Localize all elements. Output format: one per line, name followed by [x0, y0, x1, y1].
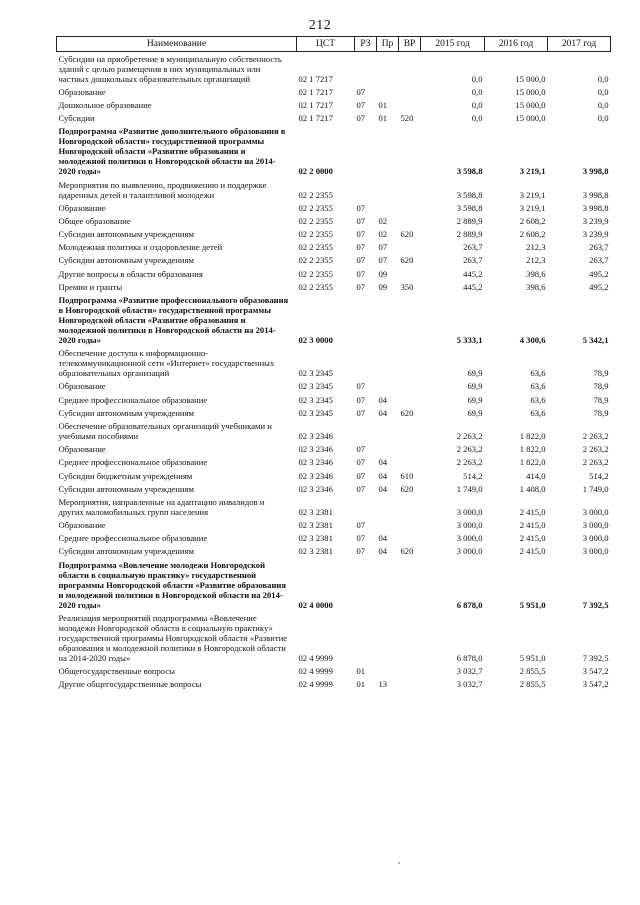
cell-vr: [399, 267, 421, 280]
cell-name: Мероприятия по выявлению, продвижению и поддержке одаренных детей и талантливой молодежи: [58, 179, 267, 200]
cell-pr: [377, 664, 399, 677]
cell-name: Субсидии автономным учреждениям: [58, 229, 194, 240]
cell-2017: 7 392,5: [582, 599, 609, 610]
table-row: [57, 456, 611, 469]
cell-vr: [399, 85, 421, 98]
cell-rz: 07: [356, 268, 366, 279]
cell-2017: 3 000,0: [582, 546, 609, 557]
budget-table: [56, 36, 611, 691]
table-row: [57, 611, 611, 664]
cell-2017: 3 998,8: [582, 202, 609, 213]
cell-2016: 63,6: [530, 381, 546, 392]
cell-pr: 01: [378, 99, 388, 110]
cell-pr: 04: [378, 533, 388, 544]
cell-2016: 2 415,0: [519, 506, 546, 517]
cell-name: Образование: [58, 381, 106, 392]
cell-name: Реализация мероприятий подпрограммы «Вовлечение молодежи Новгородской области в социальную практику» государственной программы Новгородской области «Развитие образования и молодежной политики в Новгородской области на 2014-2020 годы»: [58, 612, 287, 663]
cell-rz: 07: [356, 99, 366, 110]
cell-cst: 02 3 2346: [298, 470, 333, 481]
cell-vr: [399, 178, 421, 201]
cell-cst: 02 1 7217: [298, 113, 333, 124]
cell-name: Молодежная политика и оздоровление детей: [58, 242, 223, 253]
cell-vr: [399, 664, 421, 677]
cell-2017: 3 998,8: [582, 189, 609, 200]
cell-name: Субсидии автономным учреждениям: [58, 407, 194, 418]
cell-cst: 02 4 9999: [298, 652, 333, 663]
table-row: [57, 125, 611, 178]
cell-name: Дошкольное образование: [58, 99, 152, 110]
cell-vr: 620: [400, 546, 414, 557]
cell-cst: 02 2 0000: [298, 166, 333, 177]
cell-cst: 02 3 2346: [298, 444, 333, 455]
cell-pr: 07: [378, 255, 388, 266]
cell-vr: [399, 678, 421, 691]
cell-2015: 69,9: [467, 368, 483, 379]
table-row: [57, 52, 611, 86]
table-row: [57, 380, 611, 393]
cell-2016: 3 219,1: [519, 166, 546, 177]
cell-cst: 02 2 2355: [298, 242, 333, 253]
cell-rz: 07: [356, 457, 366, 468]
cell-vr: [399, 495, 421, 518]
cell-cst: 02 1 7217: [298, 73, 333, 84]
cell-2016: 398,6: [526, 281, 546, 292]
table-row: [57, 98, 611, 111]
cell-pr: [377, 125, 399, 178]
table-row: [57, 201, 611, 214]
cell-2016: 1 822,0: [519, 457, 546, 468]
cell-rz: [355, 52, 377, 86]
table-row: [57, 558, 611, 611]
page-number: 212: [308, 18, 332, 33]
cell-2015: 3 598,8: [456, 166, 483, 177]
cell-cst: 02 3 2345: [298, 407, 333, 418]
cell-2016: 414,0: [526, 470, 546, 481]
cell-name: Образование: [58, 444, 106, 455]
cell-2016: 2 415,0: [519, 546, 546, 557]
cell-rz: [355, 178, 377, 201]
cell-pr: [377, 558, 399, 611]
cell-vr: 350: [400, 281, 414, 292]
cell-rz: [355, 558, 377, 611]
cell-pr: [377, 443, 399, 456]
cell-name: Среднее профессиональное образование: [58, 394, 208, 405]
cell-cst: 02 1 7217: [298, 86, 333, 97]
cell-2016: 2 855,5: [519, 679, 546, 690]
cell-cst: 02 3 2381: [298, 546, 333, 557]
cell-name: Субсидии автономным учреждениям: [58, 546, 194, 557]
cell-pr: 04: [378, 457, 388, 468]
cell-rz: 07: [356, 86, 366, 97]
cell-2017: 78,9: [593, 381, 609, 392]
cell-name: Субсидии: [58, 113, 95, 124]
cell-cst: 02 3 2345: [298, 381, 333, 392]
cell-rz: [355, 293, 377, 346]
cell-name: Образование: [58, 520, 106, 531]
cell-2016: 63,6: [530, 368, 546, 379]
cell-rz: 07: [356, 394, 366, 405]
table-row: [57, 254, 611, 267]
cell-vr: [399, 519, 421, 532]
cell-2016: 4 300,6: [519, 335, 546, 346]
table-row: [57, 347, 611, 380]
header-pr: Пр: [377, 37, 399, 52]
cell-2015: 2 263,2: [456, 444, 483, 455]
cell-2016: 5 951,0: [519, 652, 546, 663]
cell-pr: [377, 519, 399, 532]
cell-name: Субсидии на приобретение в муниципальную собственность зданий с целью размещения в них муниципальных или частных дошкольных образовательных организаций: [58, 53, 282, 84]
table-row: [57, 443, 611, 456]
cell-2016: 3 219,1: [519, 202, 546, 213]
cell-cst: 02 3 2381: [298, 520, 333, 531]
cell-2015: 69,9: [467, 381, 483, 392]
cell-name: Подпрограмма «Развитие дополнительного образования в Новгородской области» государственной программы Новгородской области «Развитие образования и молодежной политики в Новгородской области на 2014-2020 годы»: [58, 126, 286, 177]
cell-2015: 6 878,0: [456, 599, 483, 610]
cell-2016: 2 608,2: [519, 229, 546, 240]
cell-cst: 02 2 2355: [298, 281, 333, 292]
table-row: [57, 241, 611, 254]
cell-2015: 0,0: [471, 86, 483, 97]
cell-cst: 02 3 0000: [298, 335, 333, 346]
cell-pr: 01: [378, 113, 388, 124]
cell-name: Общее образование: [58, 215, 131, 226]
cell-rz: 07: [356, 546, 366, 557]
header-cst: ЦСТ: [297, 37, 355, 52]
cell-2017: 514,2: [589, 470, 609, 481]
cell-2017: 0,0: [597, 86, 609, 97]
cell-rz: 01: [356, 679, 366, 690]
cell-pr: [377, 85, 399, 98]
cell-pr: [377, 178, 399, 201]
cell-cst: 02 4 9999: [298, 666, 333, 677]
cell-2016: 212,3: [526, 242, 546, 253]
cell-2017: 3 547,2: [582, 666, 609, 677]
cell-rz: 07: [356, 483, 366, 494]
cell-2015: 3 000,0: [456, 520, 483, 531]
cell-2015: 263,7: [463, 255, 483, 266]
scan-speck: [398, 862, 400, 864]
cell-rz: 07: [356, 470, 366, 481]
cell-rz: [355, 495, 377, 518]
table-row: [57, 85, 611, 98]
cell-cst: 02 2 2355: [298, 268, 333, 279]
cell-pr: 07: [378, 242, 388, 253]
cell-2017: 495,2: [589, 268, 609, 279]
cell-pr: 09: [378, 281, 388, 292]
cell-name: Субсидии автономным учреждениям: [58, 255, 194, 266]
cell-2016: 5 951,0: [519, 599, 546, 610]
cell-pr: 04: [378, 394, 388, 405]
cell-cst: 02 2 2355: [298, 215, 333, 226]
cell-cst: 02 2 2355: [298, 189, 333, 200]
cell-pr: [377, 347, 399, 380]
cell-pr: 04: [378, 407, 388, 418]
cell-2017: 2 263,2: [582, 430, 609, 441]
cell-pr: [377, 495, 399, 518]
cell-vr: [399, 347, 421, 380]
cell-pr: 02: [378, 229, 388, 240]
cell-name: Обеспечение доступа к информационно-телекоммуникационной сети «Интернет» государственных образовательных организаций: [58, 348, 275, 379]
cell-name: Образование: [58, 86, 106, 97]
cell-2015: 445,2: [463, 268, 483, 279]
cell-vr: 520: [400, 113, 414, 124]
cell-name: Среднее профессиональное образование: [58, 457, 208, 468]
cell-2015: 3 598,8: [456, 189, 483, 200]
cell-2016: 398,6: [526, 268, 546, 279]
cell-vr: 620: [400, 407, 414, 418]
cell-2017: 3 000,0: [582, 506, 609, 517]
cell-name: Образование: [58, 202, 106, 213]
cell-rz: 07: [356, 215, 366, 226]
cell-2015: 445,2: [463, 281, 483, 292]
cell-2017: 78,9: [593, 368, 609, 379]
cell-cst: 02 4 0000: [298, 599, 333, 610]
table-row: [57, 469, 611, 482]
cell-cst: 02 3 2381: [298, 506, 333, 517]
cell-vr: 610: [400, 470, 414, 481]
cell-cst: 02 3 2345: [298, 368, 333, 379]
cell-2015: 3 000,0: [456, 506, 483, 517]
cell-rz: 07: [356, 202, 366, 213]
cell-2015: 0,0: [471, 113, 483, 124]
cell-vr: [399, 443, 421, 456]
cell-2017: 2 263,2: [582, 457, 609, 468]
cell-rz: 07: [356, 255, 366, 266]
cell-2016: 2 608,2: [519, 215, 546, 226]
cell-name: Мероприятия, направленные на адаптацию инвалидов и других маломобильных групп населения: [58, 496, 265, 517]
cell-vr: 620: [400, 229, 414, 240]
table-row: [57, 482, 611, 495]
cell-2017: 495,2: [589, 281, 609, 292]
table-row: [57, 293, 611, 346]
cell-2015: 2 263,2: [456, 430, 483, 441]
table-row: [57, 267, 611, 280]
cell-2015: 2 889,9: [456, 229, 483, 240]
cell-2016: 2 855,5: [519, 666, 546, 677]
cell-2016: 1 822,0: [519, 444, 546, 455]
cell-rz: 07: [356, 533, 366, 544]
cell-vr: [399, 241, 421, 254]
cell-2015: 0,0: [471, 99, 483, 110]
table-row: [57, 393, 611, 406]
table-body: [57, 52, 611, 691]
header-2017: 2017 год: [548, 37, 611, 52]
cell-2016: 1 408,0: [519, 483, 546, 494]
cell-2017: 78,9: [593, 394, 609, 405]
cell-2015: 6 878,0: [456, 652, 483, 663]
cell-rz: [355, 125, 377, 178]
cell-2017: 2 263,2: [582, 444, 609, 455]
table-row: [57, 545, 611, 558]
cell-vr: [399, 456, 421, 469]
cell-2015: 2 889,9: [456, 215, 483, 226]
cell-2016: 212,3: [526, 255, 546, 266]
cell-cst: 02 3 2345: [298, 394, 333, 405]
cell-pr: [377, 380, 399, 393]
cell-2016: 15 000,0: [515, 99, 546, 110]
cell-2017: 7 392,5: [582, 652, 609, 663]
cell-vr: [399, 125, 421, 178]
cell-2015: 3 032,7: [456, 666, 483, 677]
cell-cst: 02 2 2355: [298, 255, 333, 266]
header-2015: 2015 год: [421, 37, 485, 52]
cell-2017: 3 000,0: [582, 533, 609, 544]
cell-rz: 07: [356, 281, 366, 292]
cell-cst: 02 4 9999: [298, 679, 333, 690]
cell-cst: 02 2 2355: [298, 229, 333, 240]
cell-vr: [399, 611, 421, 664]
header-2016: 2016 год: [485, 37, 548, 52]
table-row: [57, 664, 611, 677]
cell-2016: 2 415,0: [519, 533, 546, 544]
cell-2015: 3 000,0: [456, 533, 483, 544]
cell-pr: [377, 293, 399, 346]
cell-name: Обеспечение образовательных организаций учебниками и учебными пособиями: [58, 420, 272, 441]
cell-cst: 02 3 2381: [298, 533, 333, 544]
cell-vr: [399, 52, 421, 86]
cell-name: Другие вопросы в области образования: [58, 268, 203, 279]
cell-2017: 263,7: [589, 242, 609, 253]
cell-rz: [355, 611, 377, 664]
cell-vr: [399, 380, 421, 393]
cell-cst: 02 3 2346: [298, 430, 333, 441]
cell-name: Субсидии бюджетным учреждениям: [58, 470, 193, 481]
cell-rz: 07: [356, 242, 366, 253]
cell-2017: 3 998,8: [582, 166, 609, 177]
cell-2016: 2 415,0: [519, 520, 546, 531]
cell-rz: 07: [356, 407, 366, 418]
header-vr: ВР: [399, 37, 421, 52]
cell-2015: 3 032,7: [456, 679, 483, 690]
cell-vr: [399, 293, 421, 346]
cell-rz: [355, 347, 377, 380]
table-row: [57, 519, 611, 532]
cell-rz: [355, 419, 377, 442]
cell-cst: 02 2 2355: [298, 202, 333, 213]
cell-vr: 620: [400, 255, 414, 266]
cell-2015: 263,7: [463, 242, 483, 253]
cell-2015: 69,9: [467, 407, 483, 418]
cell-2017: 0,0: [597, 113, 609, 124]
cell-2016: 63,6: [530, 407, 546, 418]
cell-pr: 13: [378, 679, 388, 690]
cell-name: Подпрограмма «Вовлечение молодежи Новгородской области в социальную практику» государственной программы Новгородской области «Развитие образования и молодежной политики в Новгородской области на 2014-2020 годы»: [58, 559, 286, 610]
cell-vr: [399, 558, 421, 611]
cell-vr: [399, 201, 421, 214]
cell-pr: [377, 201, 399, 214]
cell-name: Премии и гранты: [58, 281, 123, 292]
cell-rz: 07: [356, 229, 366, 240]
cell-pr: 02: [378, 215, 388, 226]
cell-vr: [399, 98, 421, 111]
cell-2017: 3 239,9: [582, 229, 609, 240]
cell-cst: 02 1 7217: [298, 99, 333, 110]
cell-pr: 04: [378, 483, 388, 494]
cell-name: Общегосударственные вопросы: [58, 666, 175, 677]
cell-pr: [377, 611, 399, 664]
cell-2015: 2 263,2: [456, 457, 483, 468]
cell-name: Подпрограмма «Развитие профессионального образования в Новгородской области» государственной программы Новгородской области «Развитие образования и молодежной политики в Новгородской области на 2014-2020 годы»: [58, 295, 289, 346]
header-name: Наименование: [57, 37, 297, 52]
cell-2016: 63,6: [530, 394, 546, 405]
cell-2017: 5 342,1: [582, 335, 609, 346]
cell-vr: [399, 419, 421, 442]
table-row: [57, 112, 611, 125]
table-row: [57, 419, 611, 442]
cell-pr: [377, 52, 399, 86]
cell-2016: 3 219,1: [519, 189, 546, 200]
cell-vr: [399, 214, 421, 227]
cell-2017: 78,9: [593, 407, 609, 418]
table-row: [57, 495, 611, 518]
cell-rz: 07: [356, 444, 366, 455]
cell-cst: 02 3 2346: [298, 457, 333, 468]
cell-vr: 620: [400, 483, 414, 494]
cell-cst: 02 3 2346: [298, 483, 333, 494]
cell-name: Другие общегосударственные вопросы: [58, 679, 202, 690]
cell-pr: 09: [378, 268, 388, 279]
cell-rz: 01: [356, 666, 366, 677]
table-row: [57, 214, 611, 227]
cell-2015: 0,0: [471, 73, 483, 84]
cell-2015: 69,9: [467, 394, 483, 405]
cell-pr: 04: [378, 470, 388, 481]
table-header: [57, 37, 611, 52]
cell-2017: 263,7: [589, 255, 609, 266]
table-row: [57, 678, 611, 691]
cell-2015: 3 000,0: [456, 546, 483, 557]
cell-rz: 07: [356, 381, 366, 392]
cell-2017: 3 547,2: [582, 679, 609, 690]
cell-2016: 15 000,0: [515, 86, 546, 97]
cell-pr: [377, 419, 399, 442]
table-row: [57, 532, 611, 545]
cell-vr: [399, 393, 421, 406]
cell-vr: [399, 532, 421, 545]
cell-2015: 514,2: [463, 470, 483, 481]
cell-2016: 15 000,0: [515, 113, 546, 124]
cell-name: Субсидии автономным учреждениям: [58, 483, 194, 494]
cell-2017: 3 239,9: [582, 215, 609, 226]
cell-2016: 15 000,0: [515, 73, 546, 84]
table-row: [57, 178, 611, 201]
cell-rz: 07: [356, 113, 366, 124]
cell-2017: 1 749,0: [582, 483, 609, 494]
cell-2016: 1 822,0: [519, 430, 546, 441]
table-row: [57, 406, 611, 419]
cell-pr: 04: [378, 546, 388, 557]
cell-2015: 5 333,1: [456, 335, 483, 346]
cell-2015: 3 598,8: [456, 202, 483, 213]
cell-name: Среднее профессиональное образование: [58, 533, 208, 544]
header-rz: РЗ: [355, 37, 377, 52]
cell-2017: 3 000,0: [582, 520, 609, 531]
table-row: [57, 280, 611, 293]
header-row: [57, 37, 611, 52]
cell-2015: 1 749,0: [456, 483, 483, 494]
cell-rz: 07: [356, 520, 366, 531]
table-row: [57, 228, 611, 241]
cell-2017: 0,0: [597, 73, 609, 84]
cell-2017: 0,0: [597, 99, 609, 110]
